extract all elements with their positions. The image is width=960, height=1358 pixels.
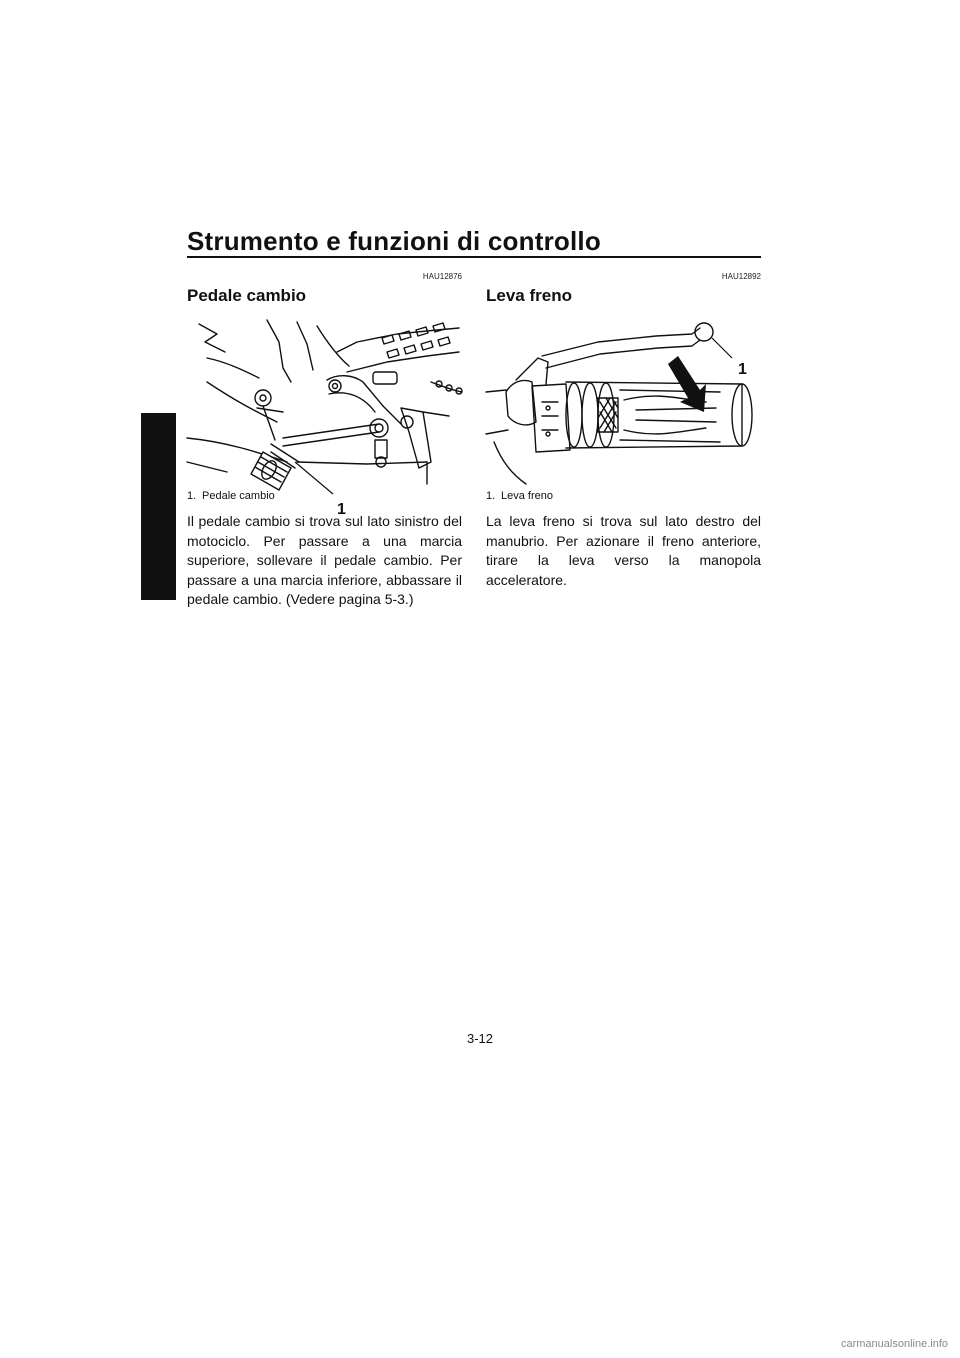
caption-number: 1. xyxy=(486,490,496,502)
section-title: Pedale cambio xyxy=(187,286,307,305)
brake-lever-illustration xyxy=(486,312,761,484)
section-shift-pedal xyxy=(187,272,462,624)
callout-leader-line xyxy=(712,338,732,358)
section-body-text: La leva freno si trova sul lato destro del manubrio. Per azionare il freno anteriore, tirare la leva verso la manopola acceleratore. xyxy=(486,513,761,588)
callout-number: 1 xyxy=(738,361,747,378)
chapter-tab xyxy=(141,413,176,600)
watermark: carmanualsonline.info xyxy=(840,1338,948,1350)
figure-caption xyxy=(486,490,761,502)
page-header-title: Strumento e funzioni di controllo xyxy=(187,226,601,256)
brake-lever-figure xyxy=(486,312,761,484)
caption-text: Pedale cambio xyxy=(202,490,275,502)
chapter-number: 3 xyxy=(154,458,163,475)
page-number: 3-12 xyxy=(466,1031,494,1046)
caption-number: 1. xyxy=(187,490,197,502)
callout-number: 1 xyxy=(337,501,346,518)
header-rule xyxy=(187,256,761,258)
section-code: HAU12876 xyxy=(422,272,462,281)
section-brake-lever xyxy=(486,272,761,604)
section-body-text: Il pedale cambio si trova sul lato sinistro del motociclo. Per passare a una marcia superiore, sollevare il pedale cambio. Per passare a una marcia inferiore, abbassare il pedale cambio. (Vedere pagina 5-3.) xyxy=(187,513,462,607)
section-code: HAU12892 xyxy=(721,272,761,281)
section-title: Leva freno xyxy=(486,286,572,305)
figure-caption xyxy=(187,490,462,502)
caption-text: Leva freno xyxy=(501,490,553,502)
